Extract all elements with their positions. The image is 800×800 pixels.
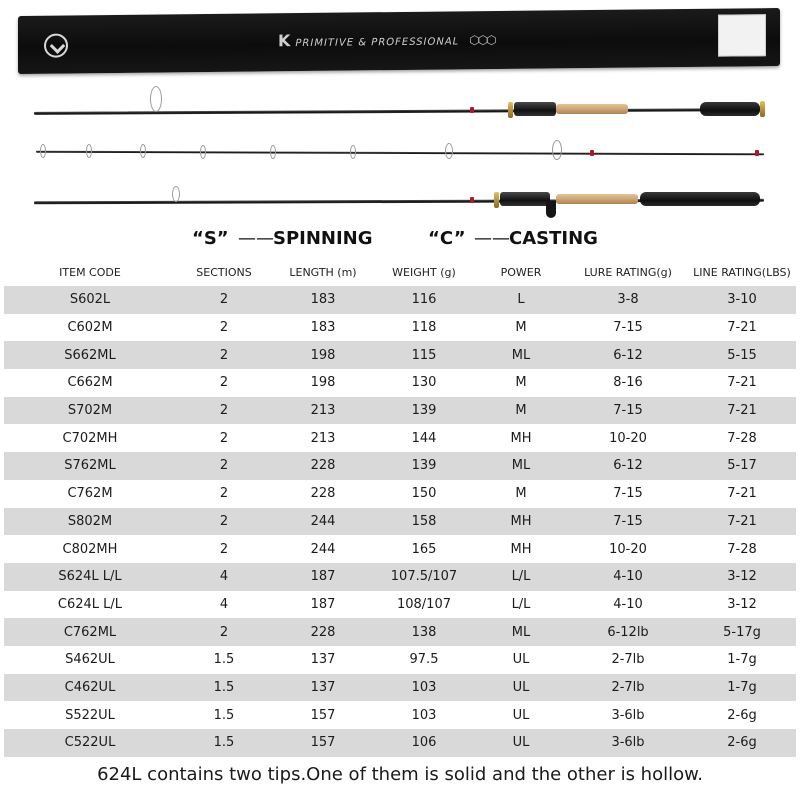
cell-line-rating: 7-21	[727, 486, 757, 502]
table-row	[4, 286, 796, 314]
table-row	[4, 618, 796, 646]
cell-lure-rating: 4-10	[613, 569, 643, 585]
cell-power: UL	[512, 707, 530, 723]
cell-sections: 2	[219, 292, 229, 308]
cell-length: 187	[310, 569, 336, 585]
cell-power: M	[515, 486, 527, 502]
header-power: POWER	[500, 265, 542, 279]
table-row	[4, 452, 796, 480]
table-row	[4, 508, 796, 536]
rod-bag	[18, 8, 780, 74]
cell-weight: 116	[411, 292, 437, 308]
cell-line-rating: 7-21	[727, 403, 757, 419]
rod-wrap	[590, 150, 594, 156]
table-row	[4, 674, 796, 702]
cell-sections: 4	[219, 596, 229, 612]
cell-length: 213	[310, 430, 336, 446]
cell-power: MH	[510, 541, 532, 557]
table-row	[4, 729, 796, 757]
table-row	[4, 701, 796, 729]
cell-item-code: C602M	[67, 320, 113, 336]
spinning-rod	[34, 108, 764, 115]
table-row	[4, 480, 796, 508]
butt-grip	[700, 102, 760, 116]
cork-grip	[556, 194, 638, 204]
rod-guide	[270, 145, 276, 159]
cell-weight: 107.5/107	[390, 569, 458, 585]
rod-wrap	[470, 197, 474, 203]
cell-sections: 1.5	[213, 735, 235, 751]
cell-power: M	[515, 320, 527, 336]
rod-guide	[172, 186, 180, 202]
cell-line-rating: 2-6g	[727, 735, 757, 751]
cell-weight: 144	[411, 430, 437, 446]
cell-item-code: C662M	[67, 375, 113, 391]
cell-weight: 115	[411, 347, 437, 363]
rod-guide	[350, 145, 356, 159]
table-row	[4, 563, 796, 591]
cell-item-code: S462UL	[65, 652, 115, 668]
rod-guide	[552, 140, 562, 160]
cell-lure-rating: 8-16	[613, 375, 643, 391]
cell-line-rating: 5-17	[727, 458, 757, 474]
cell-lure-rating: 2-7lb	[611, 679, 645, 695]
cell-item-code: C702MH	[62, 430, 118, 446]
table-row	[4, 591, 796, 619]
cell-sections: 2	[219, 624, 229, 640]
cell-lure-rating: 6-12	[613, 458, 643, 474]
spec-table-body	[4, 286, 796, 757]
cell-weight: 108/107	[396, 596, 451, 612]
cell-length: 228	[310, 458, 336, 474]
footnote: 624L contains two tips.One of them is solid and the other is hollow.	[97, 764, 703, 785]
reel-seat	[514, 102, 556, 116]
table-row	[4, 369, 796, 397]
rod-guide	[200, 145, 206, 159]
cell-lure-rating: 7-15	[613, 513, 643, 529]
butt-grip	[640, 192, 760, 206]
header-length: LENGTH (m)	[289, 265, 357, 279]
table-row	[4, 314, 796, 342]
cell-power: ML	[511, 347, 531, 363]
cell-sections: 2	[219, 541, 229, 557]
cell-power: M	[515, 403, 527, 419]
cell-lure-rating: 4-10	[613, 596, 643, 612]
cell-item-code: C762M	[67, 486, 113, 502]
cell-weight: 139	[411, 458, 437, 474]
header-lure-rating: LURE RATING(g)	[584, 265, 672, 279]
rod-guide	[86, 144, 92, 158]
table-row	[4, 646, 796, 674]
cell-length: 198	[310, 375, 336, 391]
cell-length: 157	[310, 735, 336, 751]
cell-lure-rating: 7-15	[613, 403, 643, 419]
cell-line-rating: 2-6g	[727, 707, 757, 723]
header-item-code: ITEM CODE	[59, 265, 121, 279]
cell-weight: 138	[411, 624, 437, 640]
cell-sections: 1.5	[213, 652, 235, 668]
cell-sections: 2	[219, 375, 229, 391]
cell-power: UL	[512, 652, 530, 668]
rod-guide	[40, 144, 46, 158]
cell-power: ML	[511, 624, 531, 640]
cell-power: MH	[510, 430, 532, 446]
rod-wrap	[470, 107, 474, 113]
cell-item-code: C762ML	[63, 624, 117, 640]
cell-power: MH	[510, 513, 532, 529]
cell-sections: 1.5	[213, 707, 235, 723]
spec-table	[4, 258, 796, 757]
cell-weight: 106	[411, 735, 437, 751]
table-row	[4, 535, 796, 563]
rod-ring	[508, 102, 513, 118]
table-row	[4, 424, 796, 452]
header-line-rating: LINE RATING(LBS)	[693, 265, 791, 279]
cell-lure-rating: 6-12	[613, 347, 643, 363]
casting-label: CASTING	[509, 228, 598, 249]
cell-length: 244	[310, 513, 336, 529]
rod-ring	[494, 192, 499, 208]
cell-weight: 158	[411, 513, 437, 529]
cell-sections: 2	[219, 458, 229, 474]
cell-sections: 4	[219, 569, 229, 585]
cell-power: M	[515, 375, 527, 391]
casting-trigger	[546, 202, 556, 218]
cell-sections: 1.5	[213, 679, 235, 695]
cell-weight: 150	[411, 486, 437, 502]
cell-line-rating: 7-28	[727, 430, 757, 446]
cell-item-code: S522UL	[65, 707, 115, 723]
cell-lure-rating: 2-7lb	[611, 652, 645, 668]
rod-guide	[140, 144, 146, 158]
cell-lure-rating: 3-6lb	[611, 707, 645, 723]
table-row	[4, 341, 796, 369]
cell-weight: 103	[411, 679, 437, 695]
cell-weight: 130	[411, 375, 437, 391]
header-weight: WEIGHT (g)	[392, 265, 456, 279]
cell-length: 228	[310, 624, 336, 640]
cell-line-rating: 5-17g	[723, 624, 761, 640]
cell-item-code: C802MH	[62, 541, 118, 557]
cell-length: 228	[310, 486, 336, 502]
cell-lure-rating: 3-8	[617, 292, 639, 308]
cork-grip	[556, 104, 628, 114]
cell-length: 244	[310, 541, 336, 557]
cell-power: ML	[511, 458, 531, 474]
cell-weight: 118	[411, 320, 437, 336]
cell-line-rating: 3-12	[727, 569, 757, 585]
cell-item-code: C522UL	[64, 735, 116, 751]
cell-length: 198	[310, 347, 336, 363]
cell-power: L/L	[511, 596, 531, 612]
cell-length: 137	[310, 679, 336, 695]
cell-item-code: C624L L/L	[57, 596, 123, 612]
casting-code: “C”	[428, 228, 466, 249]
bag-label-tag	[718, 14, 766, 57]
product-image	[0, 0, 800, 222]
spinning-code: “S”	[192, 228, 229, 249]
casting-dash: ——	[474, 228, 510, 249]
cell-line-rating: 1-7g	[727, 679, 757, 695]
cell-length: 183	[310, 292, 336, 308]
cell-sections: 2	[219, 430, 229, 446]
cell-line-rating: 5-15	[727, 347, 757, 363]
cell-line-rating: 7-21	[727, 320, 757, 336]
cell-lure-rating: 6-12lb	[607, 624, 649, 640]
cell-lure-rating: 7-15	[613, 486, 643, 502]
reel-seat	[500, 192, 550, 206]
cell-item-code: S602L	[69, 292, 111, 308]
cell-item-code: C462UL	[64, 679, 116, 695]
cell-length: 183	[310, 320, 336, 336]
brand-logo-icon	[44, 33, 68, 57]
cell-length: 137	[310, 652, 336, 668]
cell-length: 187	[310, 596, 336, 612]
spinning-dash: ——	[238, 228, 274, 249]
cell-sections: 2	[219, 486, 229, 502]
header-sections: SECTIONS	[196, 265, 252, 279]
rod-guide	[150, 86, 162, 112]
cell-line-rating: 7-21	[727, 513, 757, 529]
cell-lure-rating: 3-6lb	[611, 735, 645, 751]
butt-cap	[760, 101, 765, 117]
spec-table-header	[4, 258, 796, 286]
cell-sections: 2	[219, 513, 229, 529]
cell-item-code: S762ML	[64, 458, 116, 474]
cell-line-rating: 7-28	[727, 541, 757, 557]
cell-length: 213	[310, 403, 336, 419]
cell-power: L/L	[511, 569, 531, 585]
cell-line-rating: 3-10	[727, 292, 757, 308]
cell-item-code: S624L L/L	[58, 569, 122, 585]
cell-sections: 2	[219, 403, 229, 419]
rod-guide	[445, 143, 453, 159]
cell-weight: 139	[411, 403, 437, 419]
cell-weight: 103	[411, 707, 437, 723]
rod-wrap	[755, 150, 759, 156]
cell-lure-rating: 10-20	[609, 430, 647, 446]
cell-power: UL	[512, 679, 530, 695]
cell-lure-rating: 7-15	[613, 320, 643, 336]
cell-length: 157	[310, 707, 336, 723]
cell-item-code: S662ML	[64, 347, 116, 363]
cell-weight: 165	[411, 541, 437, 557]
cell-line-rating: 3-12	[727, 596, 757, 612]
spinning-label: SPINNING	[273, 228, 373, 249]
bag-brand-text: KPRIMITIVE & PROFESSIONAL ⬡⬡⬡	[278, 31, 495, 51]
cell-sections: 2	[219, 347, 229, 363]
cell-power: UL	[512, 735, 530, 751]
cell-line-rating: 1-7g	[727, 652, 757, 668]
cell-weight: 97.5	[409, 652, 439, 668]
cell-lure-rating: 10-20	[609, 541, 647, 557]
cell-item-code: S802M	[67, 513, 113, 529]
cell-power: L	[517, 292, 525, 308]
cell-sections: 2	[219, 320, 229, 336]
rod-type-legend	[0, 228, 800, 254]
table-row	[4, 397, 796, 425]
cell-line-rating: 7-21	[727, 375, 757, 391]
cell-item-code: S702M	[67, 403, 113, 419]
